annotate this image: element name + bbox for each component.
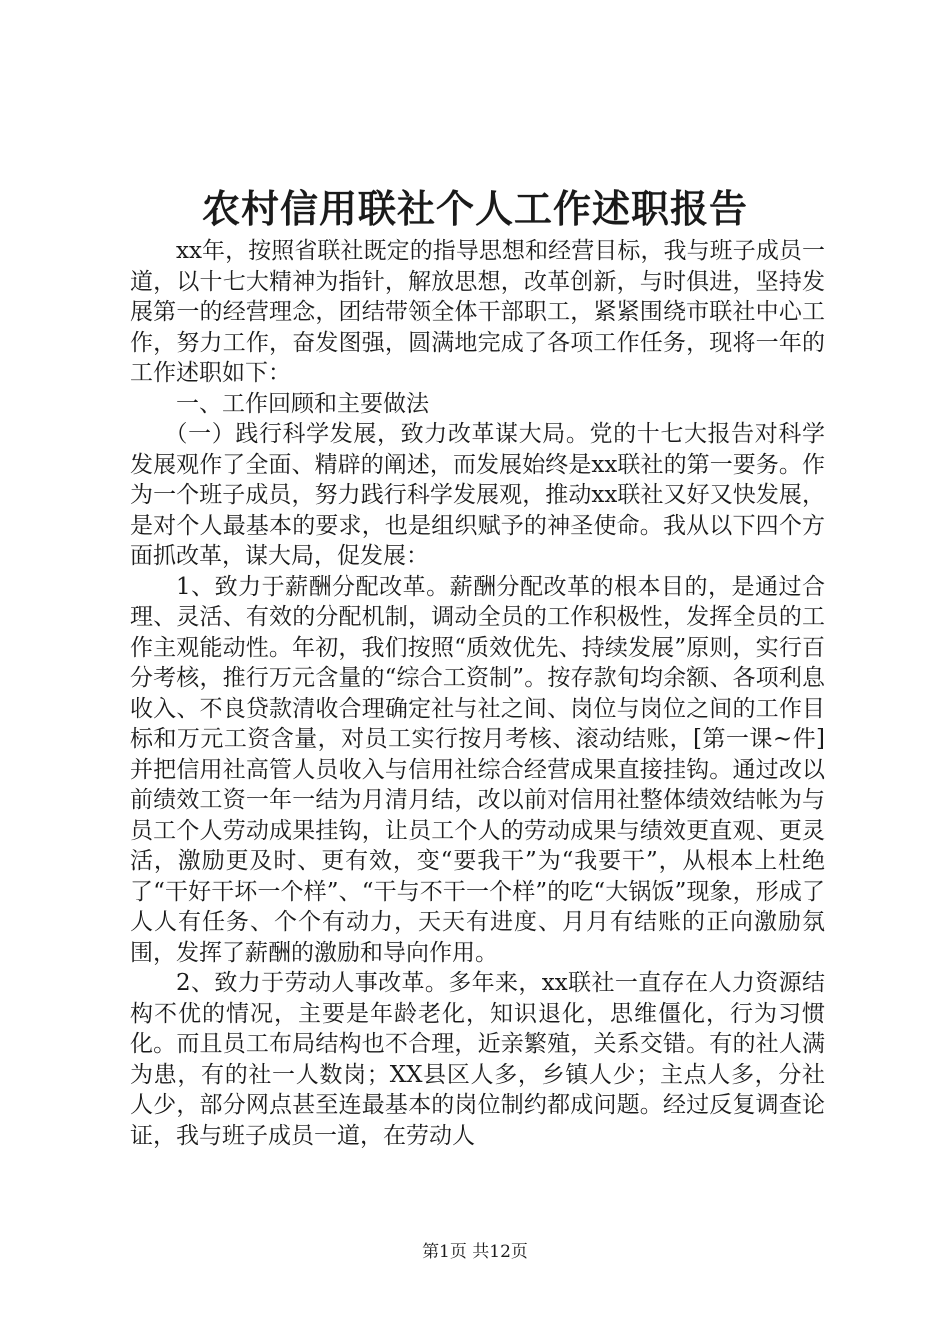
paragraph-item-2: 2、致力于劳动人事改革。多年来，xx联社一直存在人力资源结构不优的情况，主要是年龄老化，知识退化，思维僵化，行为习惯化。而且员工布局结构也不合理，近亲繁殖，关系交错。有的社人满为患，有的社一人数岗；XX县区人多，乡镇人少；主点人多，分社人少，部分网点甚至连最基本的岗位制约都成问题。经过反复调查论证，我与班子成员一道，在劳动人 (130, 970, 825, 1149)
section-heading: 一、工作回顾和主要做法 (176, 390, 429, 417)
document-title: 农村信用联社个人工作述职报告 (201, 186, 748, 231)
document-body (130, 236, 825, 1151)
paragraph-intro: xx年，按照省联社既定的指导思想和经营目标，我与班子成员一道，以十七大精神为指针，解放思想，改革创新，与时俱进，坚持发展第一的经营理念，团结带领全体干部职工，紧紧围绕市联社中心工作，努力工作，奋发图强，圆满地完成了各项工作任务，现将一年的工作述职如下： (130, 238, 825, 386)
page-footer: 第1页 共12页 (422, 1242, 528, 1262)
paragraph-item-1: 1、致力于薪酬分配改革。薪酬分配改革的根本目的，是通过合理、灵活、有效的分配机制，调动全员的工作积极性，发挥全员的工作主观能动性。年初，我们按照“质效优先、持续发展”原则，实行百分考核，推行万元含量的“综合工资制”。按存款旬均余额、各项利息收入、不良贷款清收合理确定社与社之间、岗位与岗位之间的工作目标和万元工资含量，对员工实行按月考核、滚动结账，[第一课~件]并把信用社高管人员收入与信用社综合经营成果直接挂钩。通过改以前绩效工资一年一结为月清月结，改以前对信用社整体绩效结帐为与员工个人劳动成果挂钩，让员工个人的劳动成果与绩效更直观、更灵活，激励更及时、更有效，变“要我干”为“我要干”，从根本上杜绝了“干好干坏一个样”、“干与不干一个样”的吃“大锅饭”现象，形成了人人有任务、个个有动力，天天有进度、月月有结账的正向激励氛围，发挥了薪酬的激励和导向作用。 (130, 573, 825, 966)
paragraph-subsection-1: （一）践行科学发展，致力改革谋大局。党的十七大报告对科学发展观作了全面、精辟的阐述，而发展始终是xx联社的第一要务。作为一个班子成员，努力践行科学发展观，推动xx联社又好又快发展，是对个人最基本的要求，也是组织赋予的神圣使命。我从以下四个方面抓改革，谋大局，促发展： (130, 421, 825, 569)
